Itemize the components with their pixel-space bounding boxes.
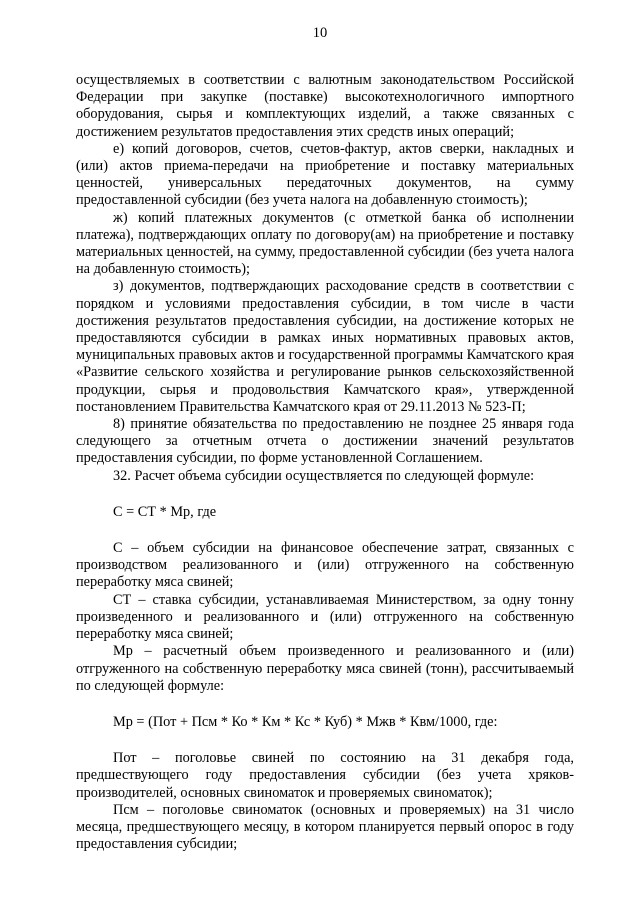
- paragraph: е) копий договоров, счетов, счетов-фактур, актов сверки, накладных и (или) актов приема-передачи на приобретение и поставку материальных ценностей, универсальных передаточных документов, на сумму предоставленной субсидии (без учета налога на добавленную стоимость);: [76, 140, 574, 209]
- definition: СТ – ставка субсидии, устанавливаемая Министерством, за одну тонну произведенного и реализованного и (или) отгруженного на собственную переработку мяса свиней;: [76, 591, 574, 643]
- page-number: 10: [312, 25, 328, 41]
- paragraph: ж) копий платежных документов (с отметкой банка об исполнении платежа), подтверждающих оплату по договору(ам) на приобретение и поставку материальных ценностей, на сумму, предоставленной субсидии (без учета налога на добавленную стоимость);: [76, 209, 574, 278]
- definition: С – объем субсидии на финансовое обеспечение затрат, связанных с производством реализованного и (или) отгруженного на собственную переработку мяса свиней;: [76, 540, 574, 591]
- paragraph: з) документов, подтверждающих расходование средств в соответствии с порядком и условиями предоставления субсидии, в том числе в части достижения результатов предоставления субсидии, на достижение которых не предоставляются субсидии в рамках иных нормативных правовых актов, муниципальных правовых актов и государственной программы Камчатского края «Развитие сельского хозяйства и регулирование рынков сельскохозяйственной продукции, сырья и продовольствия Камчатского края», утвержденной постановлением Правительства Камчатского края от 29.11.2013 № 523-П;: [76, 278, 574, 415]
- paragraph: 8) принятие обязательства по предоставлению не позднее 25 января года следующего за отчетным отчета о достижении значений результатов предоставления субсидии, по форме установленной Соглашением.: [76, 416, 574, 467]
- definition: Псм – поголовье свиноматок (основных и проверяемых) на 31 число месяца, предшествующего месяцу, в котором планируется первый опорос в году предоставления субсидии;: [76, 801, 574, 853]
- paragraph: осуществляемых в соответствии с валютным законодательством Российской Федерации при закупке (поставке) высокотехнологичного импортного оборудования, сырья и комплектующих изделий, а также связанных с достижением результатов предоставления этих средств иных операций;: [76, 72, 574, 140]
- paragraph: 32. Расчет объема субсидии осуществляется по следующей формуле:: [113, 467, 535, 484]
- document-body: [76, 72, 574, 853]
- definition: Пот – поголовье свиней по состоянию на 31 декабря года, предшествующего году предоставления субсидии (без учета хряков-производителей, основных свиноматок и проверяемых свиноматок);: [76, 750, 574, 801]
- definition: Мр – расчетный объем произведенного и реализованного и (или) отгруженного на собственную переработку мяса свиней (тонн), рассчитываемый по следующей формуле:: [76, 643, 574, 694]
- formula-subsidy: С = СТ * Мр, где: [113, 503, 217, 520]
- formula-volume: Мр = (Пот + Псм * Ко * Км * Кс * Куб) * Мжв * Квм/1000, где:: [113, 713, 498, 730]
